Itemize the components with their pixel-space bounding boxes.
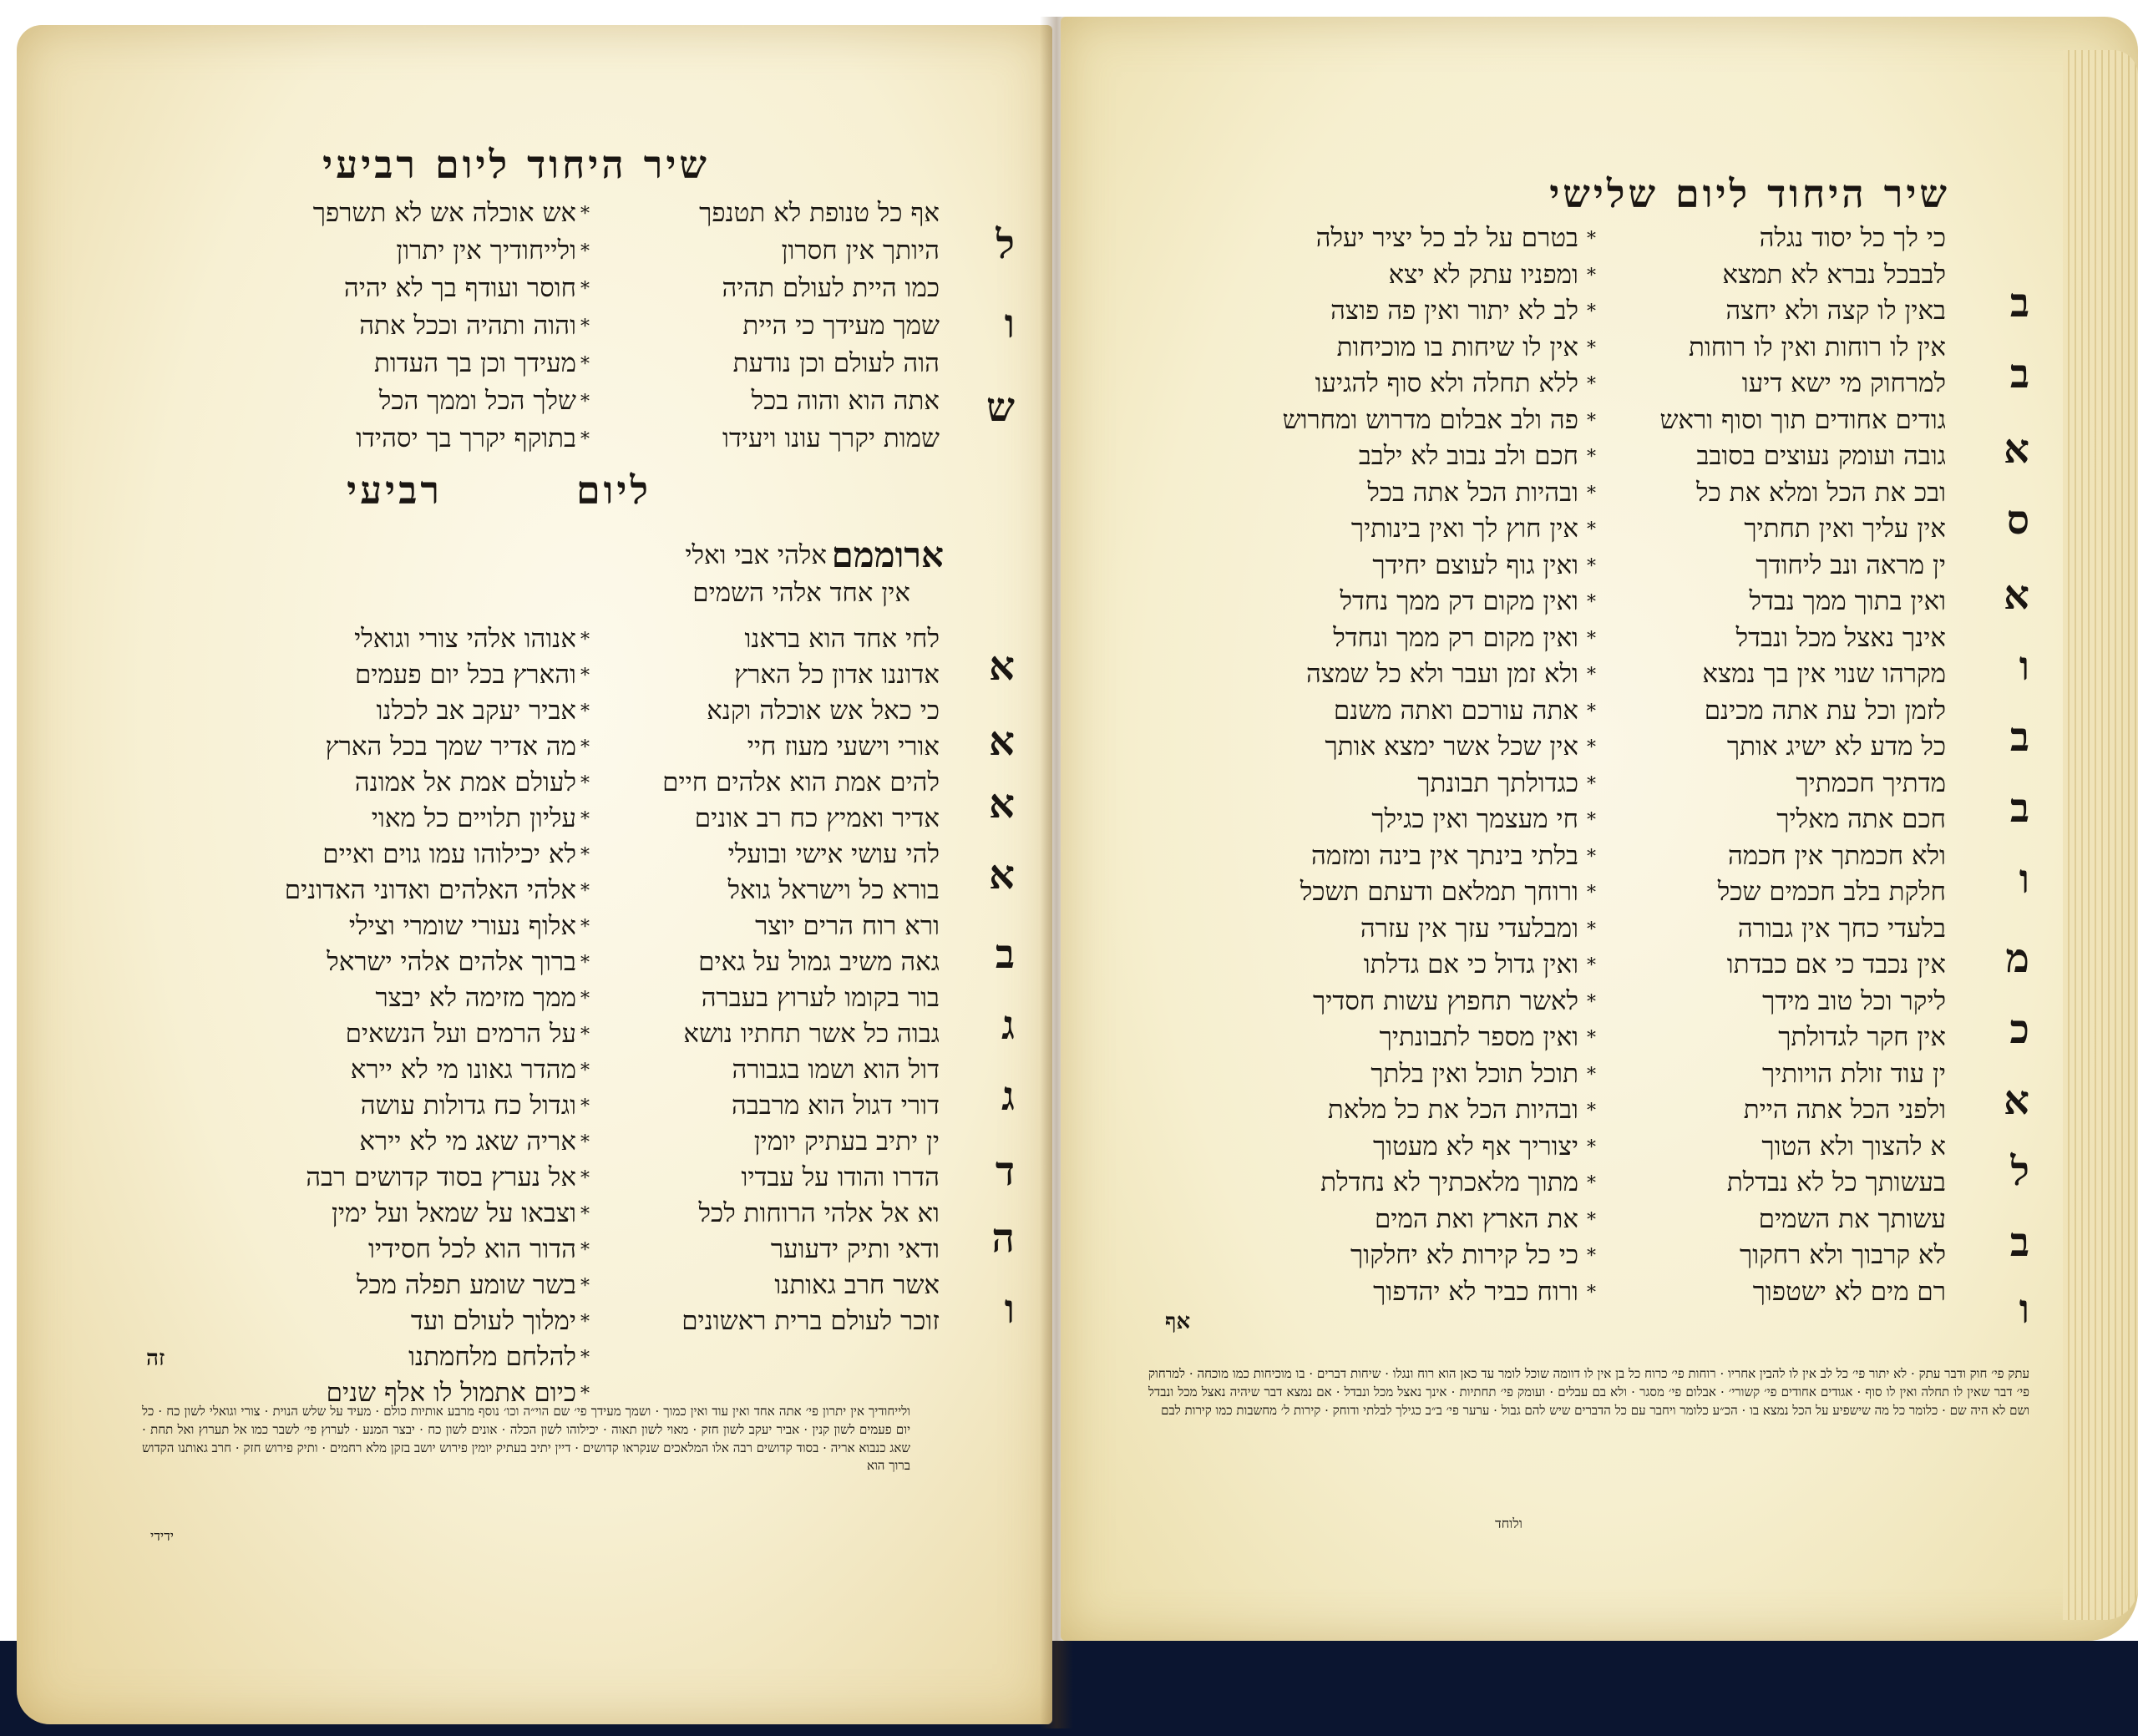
- acrostic-letter: ב: [2009, 785, 2029, 832]
- verse-divider-mark: *: [1587, 1209, 1596, 1231]
- verse-left-half: כי כל קירות לא יחלקוך: [1350, 1240, 1578, 1270]
- verse-divider-mark: *: [1587, 991, 1596, 1013]
- verse-left-half: אין שכל אשר ימצא אותך: [1325, 731, 1578, 762]
- verse-divider-mark: *: [580, 737, 590, 758]
- verse-divider-mark: *: [1587, 1101, 1596, 1121]
- verse-right-half: חלקת בלב חכמים שכל: [1717, 877, 1946, 907]
- acrostic-letter: ס: [2006, 497, 2029, 544]
- verse-divider-mark: *: [580, 392, 590, 412]
- right-page: [1061, 17, 2138, 1641]
- verse-right-half: אורי וישעי מעוז חיי: [747, 731, 940, 762]
- verse-right-half: ורא רוח הרים יוצר: [755, 911, 940, 941]
- verse-left-half: ומפניו עתק לא יצא: [1388, 259, 1578, 290]
- verse-left-half: וצבאו על שמאל ועל ימין: [331, 1198, 576, 1228]
- verse-left-half: ולא זמן ועבר ולא כל שמצה: [1306, 659, 1578, 689]
- verse-divider-mark: *: [1587, 955, 1596, 976]
- verse-left-half: ומבלעדי עזך אין עזרה: [1360, 913, 1578, 944]
- acrostic-letter: ב: [2009, 351, 2029, 397]
- acrostic-letter: ו: [1004, 301, 1015, 347]
- verse-divider-mark: *: [1587, 883, 1596, 903]
- verse-left-half: אלהי האלהים ואדוני האדונים: [284, 875, 576, 905]
- verse-right-half: אשר חרב גאותנו: [774, 1270, 940, 1300]
- verse-right-half: אינך נאצל מכל ונבדל: [1735, 622, 1946, 653]
- verse-divider-mark: *: [580, 701, 590, 722]
- verse-left-half: ובהיות הכל את כל מלאת: [1327, 1095, 1578, 1125]
- verse-left-half: בטרם על לב כל יציר יעלה: [1315, 223, 1578, 253]
- verse-divider-mark: *: [580, 1348, 590, 1369]
- verse-right-half: באין לו קצה ולא יחצה: [1725, 296, 1946, 326]
- verse-right-half: א להצוך ולא הטוך: [1761, 1131, 1946, 1162]
- acrostic-letter: ו: [2019, 856, 2029, 903]
- verse-right-half: אתה הוא והוה בכל: [751, 386, 940, 416]
- verse-left-half: עליון תלויים כל מאוי: [371, 803, 576, 833]
- acrostic-letter: ב: [2009, 714, 2029, 761]
- verse-left-half: אש אוכלה אש לא תשרפך: [312, 198, 576, 228]
- verse-divider-mark: *: [580, 316, 590, 337]
- verse-left-half: ורוחך תמלאם ודעתם תשכל: [1300, 877, 1578, 907]
- verse-left-half: מעידך וכן בך העדות: [373, 348, 576, 378]
- left-title-2b: רביעי: [347, 468, 443, 513]
- verse-right-half: ין יתיב בעתיק יומין: [753, 1126, 940, 1156]
- verse-right-half: אין עליך ואין תחתיך: [1744, 514, 1946, 544]
- verse-left-half: על הרמים ועל הנשאים: [345, 1019, 576, 1049]
- verse-right-half: גובה ועומק נעוצים בסובב: [1696, 441, 1946, 471]
- verse-right-half: כי לך כל יסוד נגלה: [1759, 223, 1946, 253]
- verse-left-half: אריה שאג מי לא יירא: [359, 1126, 576, 1156]
- verse-divider-mark: *: [580, 953, 590, 974]
- right-catchword: אף: [1165, 1309, 1191, 1334]
- verse-left-half: בלתי בינתך אין בינה ומזמה: [1311, 840, 1578, 871]
- acrostic-letter: א: [2004, 426, 2029, 473]
- verse-left-half: את הארץ ואת המים: [1374, 1203, 1578, 1234]
- verse-left-half: והארץ בכל יום פעמים: [355, 660, 576, 690]
- verse-divider-mark: *: [1587, 265, 1596, 286]
- right-signature: ולוחד: [1495, 1516, 1522, 1531]
- acrostic-letter: ג: [1001, 1002, 1015, 1049]
- verse-divider-mark: *: [580, 1168, 590, 1189]
- verse-left-half: אתה עורכם ואתה משנם: [1333, 695, 1578, 726]
- left-head-line-2: אין אחד אלהי השמים: [692, 578, 910, 608]
- verse-right-half: ין מראה ונב ליחודך: [1755, 549, 1946, 580]
- verse-left-half: והוה ותהיה וככל אתה: [359, 311, 576, 341]
- page-edges: [2063, 50, 2138, 1620]
- verse-divider-mark: *: [1587, 519, 1596, 540]
- verse-right-half: ובכ את הכל ומלא את כל: [1696, 477, 1946, 508]
- verse-right-half: בור בקומו לערוץ בעברה: [701, 983, 940, 1013]
- verse-right-half: ליקר וכל טוב מידך: [1762, 985, 1946, 1016]
- verse-left-half: לאשר תחפוץ עשות חסדיך: [1313, 985, 1578, 1016]
- verse-left-half: ורוח כביר לא יהדפוך: [1373, 1276, 1578, 1307]
- left-title-2a: ליום: [575, 468, 651, 513]
- verse-divider-mark: *: [580, 917, 590, 938]
- verse-right-half: כי כאל אש אוכלה וקנא: [707, 696, 940, 726]
- verse-left-half: אביר יעקב אב לכלנו: [376, 696, 576, 726]
- acrostic-letter: א: [989, 643, 1015, 690]
- acrostic-letter: א: [989, 852, 1015, 898]
- verse-right-half: ין עוד זולת הויותיך: [1761, 1058, 1946, 1089]
- verse-right-half: היותך אין חסרון: [781, 235, 940, 266]
- verse-right-half: לזמן וכל עת אתה מכינם: [1704, 695, 1946, 726]
- verse-left-half: לא יכילוהו עמו גוים ואיים: [322, 839, 576, 869]
- verse-divider-mark: *: [1587, 846, 1596, 868]
- acrostic-letter: ש: [986, 384, 1015, 431]
- right-title: שיר היחוד ליום שלישי: [1549, 171, 1950, 216]
- verse-right-half: ודאי ותיק ידעוער: [770, 1234, 940, 1264]
- acrostic-letter: מ: [2005, 935, 2029, 982]
- verse-divider-mark: *: [580, 1384, 590, 1404]
- verse-divider-mark: *: [1587, 737, 1596, 758]
- verse-divider-mark: *: [1587, 301, 1596, 322]
- verse-right-half: להי עושי אישי ובועלי: [727, 839, 940, 869]
- verse-left-half: להלחם מלחמתנו: [408, 1342, 576, 1372]
- verse-right-half: דול הוא ושמו בגבורה: [732, 1055, 940, 1085]
- verse-left-half: תוכל תוכל ואין בלתך: [1370, 1058, 1578, 1089]
- background-navy: [1036, 1641, 2138, 1736]
- verse-right-half: ולפני הכל אתה היית: [1743, 1095, 1946, 1125]
- verse-left-half: ימלוך לעולם ועד: [410, 1306, 576, 1336]
- acrostic-letter: ו: [1004, 1286, 1015, 1333]
- verse-right-half: אין לו רוחות ואין לו רוחות: [1688, 332, 1946, 362]
- acrostic-letter: ל: [996, 221, 1015, 268]
- verse-divider-mark: *: [1587, 1282, 1596, 1303]
- verse-divider-mark: *: [1587, 337, 1596, 359]
- verse-left-half: חכם ולב נבוב לא ילבב: [1358, 441, 1578, 471]
- verse-right-half: עשותך את השמים: [1758, 1203, 1946, 1234]
- verse-left-half: הדור הוא לכל חסידיו: [367, 1234, 576, 1264]
- left-signature: ידידי: [150, 1528, 174, 1544]
- verse-divider-mark: *: [580, 1025, 590, 1045]
- verse-right-half: גבוה כל אשר תחתיו נושא: [683, 1019, 940, 1049]
- verse-left-half: ממך מזימה לא יבצר: [375, 983, 576, 1013]
- verse-divider-mark: *: [580, 809, 590, 830]
- verse-divider-mark: *: [580, 429, 590, 450]
- verse-left-half: בתוקף יקרך בך יסהידו: [356, 423, 576, 453]
- verse-divider-mark: *: [1587, 1064, 1596, 1086]
- verse-right-half: שמך מעידך כי היית: [742, 311, 940, 341]
- verse-right-half: חכם אתה מאליך: [1776, 804, 1946, 834]
- verse-right-half: כל מדע לא ישיג אותך: [1726, 731, 1946, 762]
- verse-left-half: ואין גדול כי אם גדלתו: [1363, 949, 1578, 979]
- verse-left-half: לב לא יתור ואין פה פוצה: [1330, 296, 1578, 326]
- left-head-line: אלהי אבי ואלי: [685, 540, 827, 570]
- verse-left-half: מתוך מלאכתיך לא נחדלת: [1320, 1167, 1578, 1197]
- verse-divider-mark: *: [580, 989, 590, 1010]
- verse-right-half: לא קרבוך ולא רחקוך: [1740, 1240, 1946, 1270]
- acrostic-letter: ה: [991, 1215, 1015, 1262]
- verse-left-half: מה אדיר שמך בכל הארץ: [325, 731, 576, 762]
- verse-right-half: בעשותך כל לא נבדלת: [1726, 1167, 1946, 1197]
- verse-left-half: ברוך אלהים אלהי ישראל: [327, 947, 576, 977]
- verse-right-half: דורי דגול הוא מרבבה: [731, 1091, 940, 1121]
- verse-divider-mark: *: [1587, 919, 1596, 940]
- verse-divider-mark: *: [580, 1312, 590, 1333]
- left-title: שיר היחוד ליום רביעי: [322, 142, 710, 187]
- verse-divider-mark: *: [1587, 701, 1596, 722]
- verse-right-half: אדיר ואמיץ כח רב אונים: [694, 803, 940, 833]
- acrostic-letter: ב: [2009, 1219, 2029, 1266]
- verse-right-half: וא אל אלהי הרוחות לכל: [698, 1198, 940, 1228]
- verse-divider-mark: *: [1587, 1028, 1596, 1049]
- verse-divider-mark: *: [1587, 1173, 1596, 1194]
- verse-left-half: אנוהו אלהי צורי וגואלי: [354, 624, 576, 654]
- verse-right-half: לבבכל נברא לא תמצא: [1722, 259, 1946, 290]
- verse-left-half: פה ולב אבלום מדרוש ומחרוש: [1282, 404, 1578, 435]
- verse-divider-mark: *: [1587, 773, 1596, 795]
- verse-divider-mark: *: [580, 773, 590, 794]
- verse-divider-mark: *: [1587, 410, 1596, 432]
- verse-left-half: אלוף נעורי שומרי וצילי: [348, 911, 576, 941]
- verse-divider-mark: *: [1587, 483, 1596, 504]
- acrostic-letter: כ: [2009, 1006, 2029, 1053]
- verse-right-half: כמו היית לעולם תהיה: [722, 273, 940, 303]
- verse-left-half: ואין גוף לעוצם יחידך: [1372, 549, 1578, 580]
- verse-divider-mark: *: [1587, 229, 1596, 250]
- verse-divider-mark: *: [580, 881, 590, 902]
- left-page: [17, 25, 1052, 1724]
- verse-right-half: גודים אחודים תוך וסוף וראש: [1659, 404, 1946, 435]
- verse-right-half: רם מים לא ישטפוך: [1752, 1276, 1946, 1307]
- verse-left-half: ואין מקום דק ממך נחדל: [1340, 586, 1578, 616]
- verse-right-half: ואין בתוך ממך נבדל: [1749, 586, 1946, 616]
- acrostic-letter: א: [2004, 1077, 2029, 1124]
- verse-divider-mark: *: [580, 354, 590, 375]
- verse-divider-mark: *: [1587, 447, 1596, 468]
- verse-right-half: הוה לעולם וכן נודעת: [732, 348, 940, 378]
- acrostic-letter: ג: [1001, 1073, 1015, 1120]
- verse-left-half: ולייחודיך אין יתרון: [396, 235, 576, 266]
- verse-left-half: אל נערץ בסוד קדושים רבה: [306, 1162, 576, 1192]
- right-commentary: עתק פי׳ חוק ודבר עתק · לא יתור פי׳ כל לב אין לו להבין אחריו · רוחות פי׳ כרוח כל בן אין לו דוומה שוכל לומר עד כאן הוא רוח ונגלו · שיחות דברים · בו מוכיחות כמו מוכחה · למרחוק פי׳ דבר שאין לו תחלה ואין לו סוף · אגודים אחודים פי׳ קשורי׳ · אבלום פי׳ מסגר · ולא בם עבלים · ועומק פי׳ תחתיות · אינך נאצל מכל ונבדל · אם נמצא דבר שיהיה נאצל מכל ונבדל ושם לא היה שם · כלומר כל מה שישפיע על הכל נמצא בו · הכ״ע כלומר ויחבר עם כל הדברים שיש להם גבול · ערער פי׳ ב״ב כגילך לבלתי ודוחק · קירות ל׳ מחשבות כמו קירות לבם: [1148, 1366, 2029, 1418]
- verse-divider-mark: *: [1587, 665, 1596, 686]
- verse-divider-mark: *: [580, 1204, 590, 1225]
- acrostic-letter: ו: [2019, 643, 2029, 690]
- verse-divider-mark: *: [580, 241, 590, 262]
- verse-right-half: אף כל טנופת לא תטנפך: [699, 198, 940, 228]
- verse-right-half: מדתיך חכמתיך: [1796, 767, 1946, 798]
- verse-left-half: ואין מספר לתבונתיך: [1379, 1022, 1578, 1052]
- verse-right-half: להים אמת הוא אלהים חיים: [662, 767, 940, 797]
- verse-divider-mark: *: [580, 1096, 590, 1117]
- verse-left-half: שלך הכל וממך הכל: [378, 386, 576, 416]
- verse-right-half: לחי אחד הוא בראנו: [744, 624, 940, 654]
- verse-divider-mark: *: [580, 204, 590, 225]
- verse-divider-mark: *: [580, 279, 590, 300]
- verse-right-half: אין נכבד כי אם כבדתו: [1726, 949, 1946, 979]
- verse-divider-mark: *: [1587, 374, 1596, 395]
- acrostic-letter: א: [989, 781, 1015, 828]
- verse-left-half: בשר שומע תפלה מכל: [357, 1270, 576, 1300]
- verse-divider-mark: *: [1587, 555, 1596, 577]
- verse-divider-mark: *: [1587, 1246, 1596, 1267]
- left-catchword: זה: [146, 1346, 165, 1371]
- verse-divider-mark: *: [580, 845, 590, 866]
- verse-divider-mark: *: [580, 1276, 590, 1297]
- verse-left-half: אין חוץ לך ואין בינותיך: [1350, 514, 1578, 544]
- verse-left-half: ובהיות הכל אתה בכל: [1367, 477, 1578, 508]
- verse-divider-mark: *: [1587, 810, 1596, 831]
- acrostic-letter: ל: [2010, 1148, 2029, 1195]
- acrostic-letter: ו: [2019, 1286, 2029, 1333]
- verse-right-half: שמות יקרך עונו ויעידו: [722, 423, 940, 453]
- verse-divider-mark: *: [580, 1132, 590, 1153]
- verse-left-half: כיום אתמול לו אלף שנים: [326, 1378, 576, 1408]
- verse-divider-mark: *: [580, 666, 590, 686]
- left-head-word: ארוממם: [831, 534, 944, 575]
- verse-right-half: מקרהו שנוי אין בך נמצא: [1702, 659, 1946, 689]
- verse-divider-mark: *: [1587, 628, 1596, 650]
- verse-left-half: וגדול כח גדולות עושה: [360, 1091, 576, 1121]
- verse-right-half: אדוננו אדון כל הארץ: [734, 660, 940, 690]
- verse-divider-mark: *: [580, 1240, 590, 1261]
- verse-divider-mark: *: [580, 630, 590, 650]
- acrostic-letter: א: [989, 718, 1015, 765]
- verse-right-half: למרחוק מי ישא דיעו: [1741, 368, 1946, 398]
- acrostic-letter: א: [2004, 572, 2029, 619]
- verse-right-half: בורא כל וישראל גואל: [727, 875, 940, 905]
- acrostic-letter: ב: [2009, 280, 2029, 326]
- verse-divider-mark: *: [580, 1060, 590, 1081]
- verse-left-half: חוסר ועודף בך לא יהיה: [343, 273, 576, 303]
- verse-right-half: גאה משיב גמול על גאים: [698, 947, 940, 977]
- verse-divider-mark: *: [1587, 1136, 1596, 1158]
- verse-right-half: זוכר לעולם ברית ראשונים: [681, 1306, 940, 1336]
- left-commentary: ולייחודיך אין יתרון פי׳ אתה אחד ואין עוד ואין כמוך · ושמך מעידך פי׳ שם הוי״ה וכו׳ נוסף מרבע אותיות כולם · מעיד על שלש הנוית · צורי וגואלי לשון כח · כל יום פעמים לשון קנין · אביר יעקב לשון חזק · מאוי לשון תאוה · יכילוהו לשון הכלה · אונים לשון כח · יבצר המנע · לערוץ פי׳ לשבר כמו אל תערוץ ואל תחת · שאג כנבוא אריה · בסוד קדושים רבה אלו המלאכים שנקראו קדושים · דיין יתיב בעתיק יומין פירוש יושב בזקן מלא רחמים · ותיק פירוש חזק · חרב גאותנו הקדוש ברוך הוא: [142, 1404, 910, 1474]
- verse-left-half: אין לו שיחות בו מוכיחות: [1336, 332, 1578, 362]
- verse-right-half: בלעדי כחך אין גבורה: [1737, 913, 1946, 944]
- verse-divider-mark: *: [1587, 592, 1596, 613]
- verse-right-half: הדרו והודו על עבדיו: [741, 1162, 940, 1192]
- acrostic-letter: ד: [995, 1148, 1015, 1195]
- verse-right-half: אין חקר לגדולתך: [1778, 1022, 1946, 1052]
- verse-left-half: חי מעצמך ואין כגילך: [1371, 804, 1578, 834]
- verse-left-half: יצוריך אף לא מעטוך: [1372, 1131, 1578, 1162]
- verse-right-half: ולא חכמתך אין חכמה: [1728, 840, 1946, 871]
- verse-left-half: ללא תחלה ולא סוף להגיעו: [1315, 368, 1578, 398]
- verse-left-half: ואין מקום רק ממך ונחדל: [1333, 622, 1578, 653]
- verse-left-half: לעולם אמת אל אמונה: [354, 767, 576, 797]
- verse-left-half: מהדר גאונו מי לא יירא: [350, 1055, 576, 1085]
- acrostic-letter: ב: [995, 931, 1015, 978]
- verse-left-half: כגדולתך תבונתך: [1417, 767, 1578, 798]
